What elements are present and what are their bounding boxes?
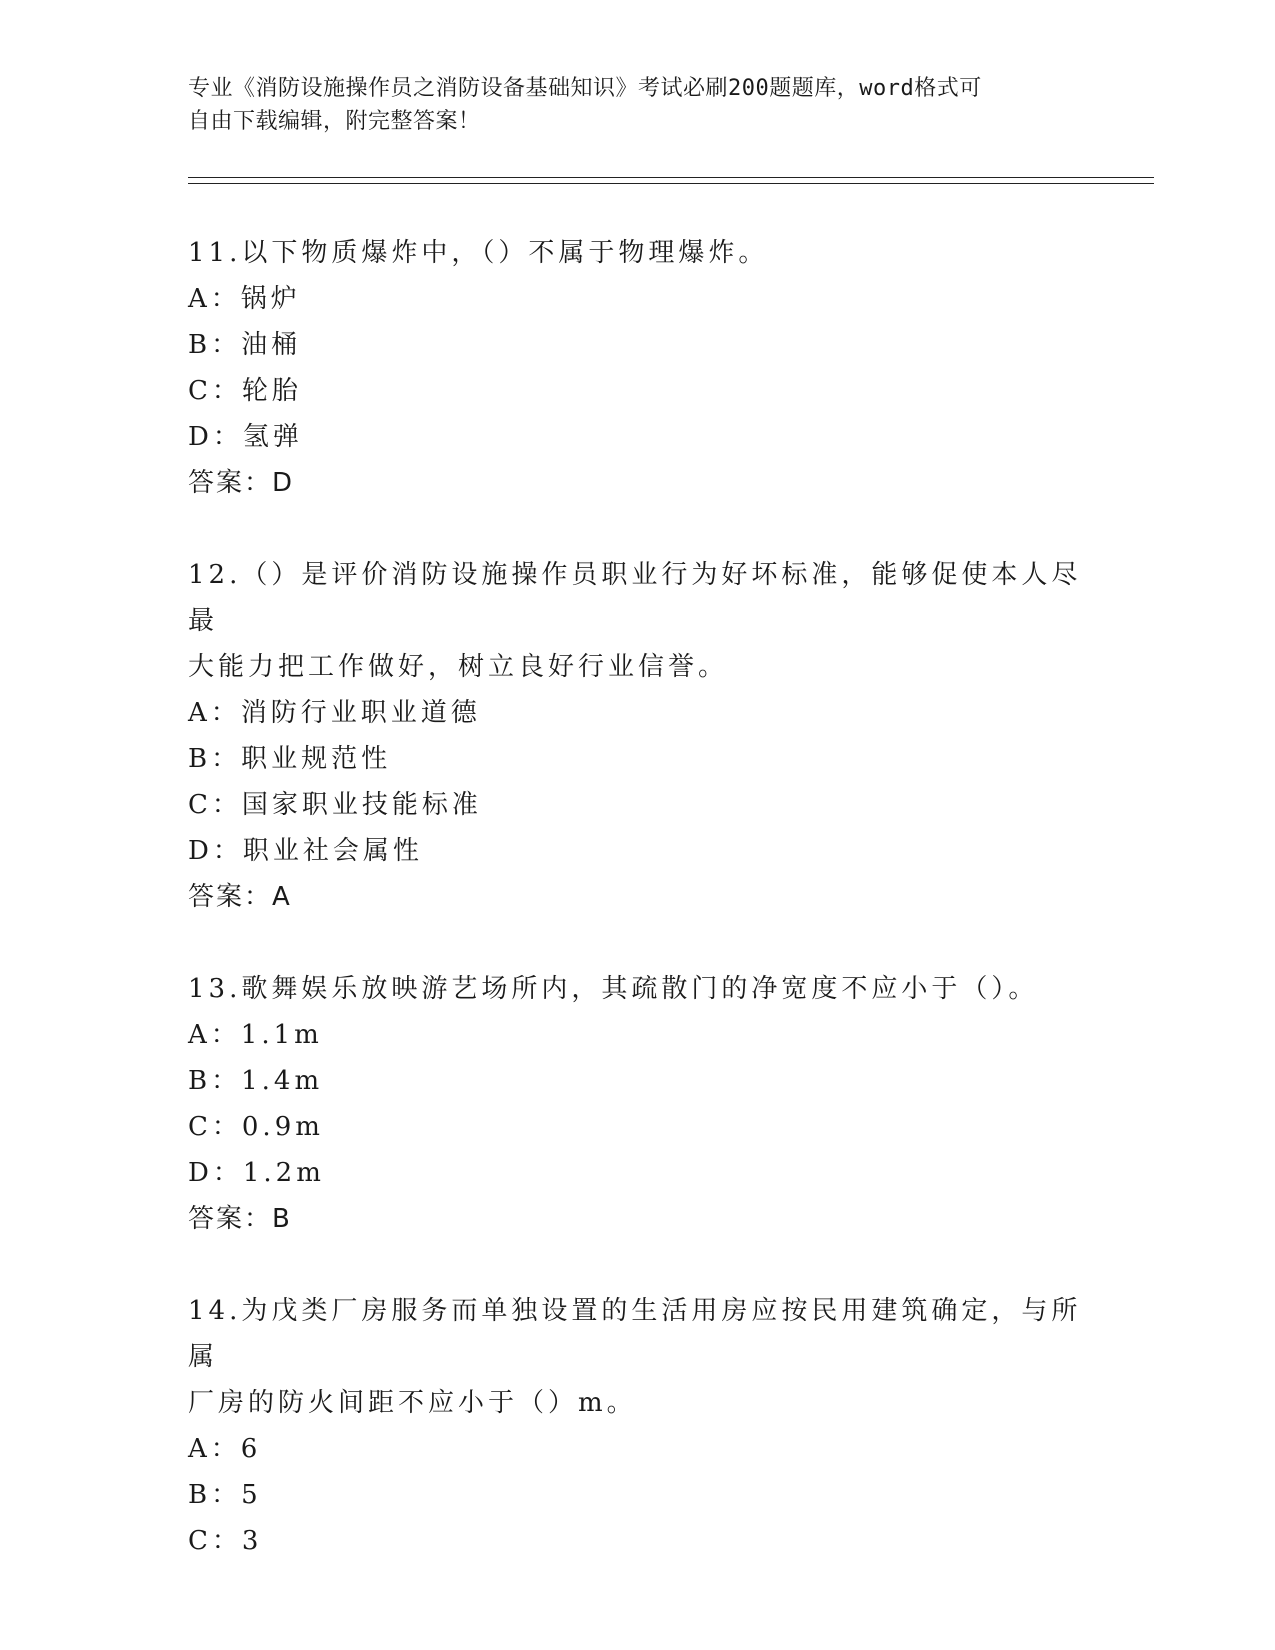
option-d: D：1.2m (188, 1158, 325, 1188)
question-list (188, 230, 1088, 1564)
option-a: A：消防行业职业道德 (188, 698, 481, 728)
header-divider-bottom (188, 183, 1154, 184)
option-b: B：1.4m (188, 1066, 324, 1096)
option-a: A：1.1m (188, 1020, 323, 1050)
option-d: D：氢弹 (188, 422, 303, 452)
question-stem-continued: 厂房的防火间距不应小于（）m。 (188, 1388, 637, 1418)
question-spacer (188, 1242, 1088, 1288)
answer-line: 答案：B (188, 1204, 292, 1234)
option-b: B：5 (188, 1480, 262, 1510)
question-11 (188, 230, 1088, 506)
option-c: C：轮胎 (188, 376, 302, 406)
option-b: B：油桶 (188, 330, 302, 360)
option-a: A：锅炉 (188, 284, 301, 314)
question-13 (188, 966, 1088, 1242)
question-spacer (188, 506, 1088, 552)
option-c: C：国家职业技能标准 (188, 790, 482, 820)
question-stem: 14.为戊类厂房服务而单独设置的生活用房应按民用建筑确定，与所属 (188, 1296, 1082, 1372)
answer-line: 答案：D (188, 468, 295, 498)
question-stem: 12.（）是评价消防设施操作员职业行为好坏标准，能够促使本人尽最 (188, 560, 1082, 636)
question-14 (188, 1288, 1088, 1564)
question-stem: 11.以下物质爆炸中，（）不属于物理爆炸。 (188, 238, 769, 268)
option-c: C：0.9m (188, 1112, 324, 1142)
header-line-1: 专业《消防设施操作员之消防设备基础知识》考试必刷200题题库，word格式可 (188, 76, 982, 101)
question-stem-continued: 大能力把工作做好，树立良好行业信誉。 (188, 652, 729, 682)
header-divider-top (188, 177, 1154, 178)
option-c: C：3 (188, 1526, 263, 1556)
question-spacer (188, 920, 1088, 966)
answer-line: 答案：A (188, 882, 292, 912)
question-stem: 13.歌舞娱乐放映游艺场所内，其疏散门的净宽度不应小于（）。 (188, 974, 1039, 1004)
question-12 (188, 552, 1088, 920)
option-a: A：6 (188, 1434, 262, 1464)
document-header (188, 72, 1068, 138)
option-d: D：职业社会属性 (188, 836, 423, 866)
header-line-2: 自由下载编辑，附完整答案！ (188, 109, 481, 134)
option-b: B：职业规范性 (188, 744, 392, 774)
